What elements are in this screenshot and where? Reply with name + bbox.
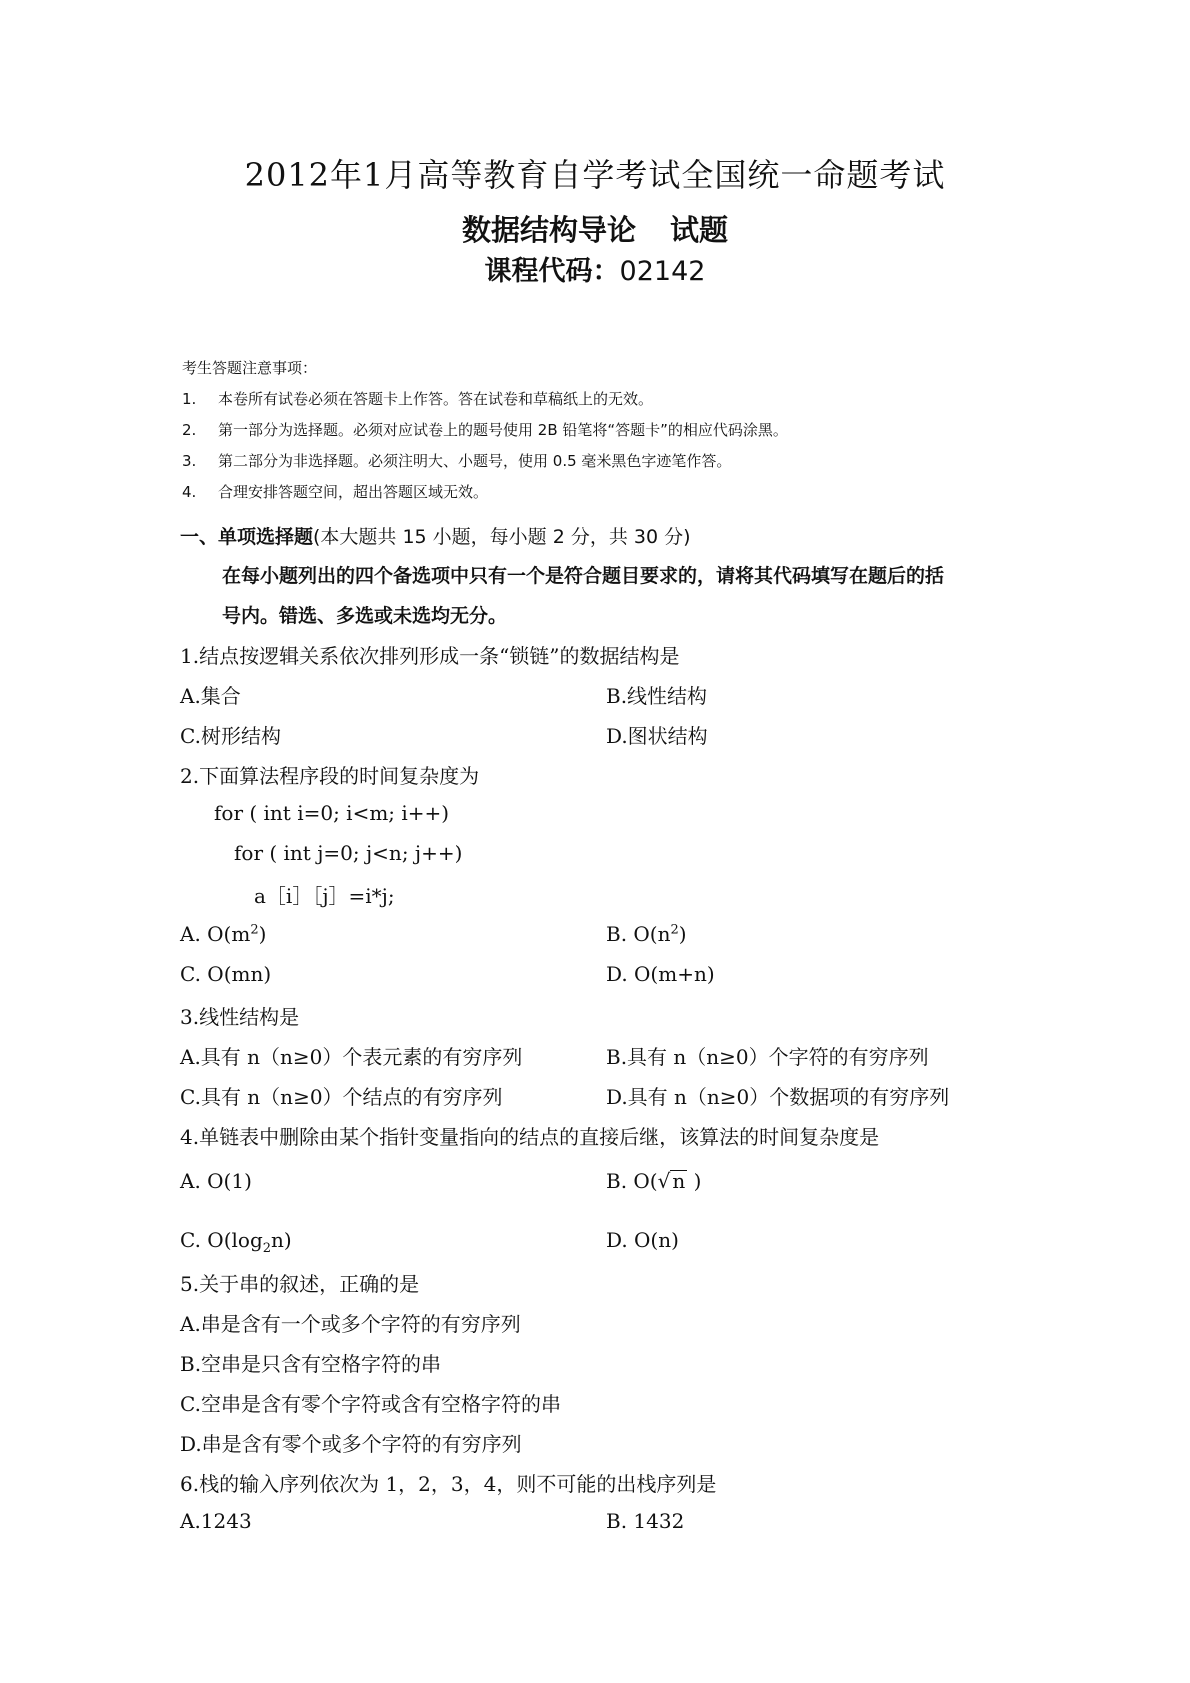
question-3-option-a: A.具有 n（n≥0）个表元素的有穷序列 [180, 1045, 523, 1069]
option-a-close: ) [258, 922, 267, 946]
notice-item [182, 450, 731, 471]
option-b-text: B. O(n [606, 922, 671, 946]
question-1-option-b: B.线性结构 [606, 684, 708, 708]
question-5-option-c: C.空串是含有零个字符或含有空格字符的串 [180, 1392, 561, 1416]
question-2-option-a [180, 922, 266, 946]
question-2-option-d: D. O(m+n) [606, 962, 715, 986]
question-1-stem: 1.结点按逻辑关系依次排列形成一条“锁链”的数据结构是 [180, 644, 680, 668]
course-code-value: 02142 [619, 256, 706, 287]
option-c-text: C. O(log [180, 1228, 263, 1252]
notice-item [182, 388, 653, 409]
code-line-inner-loop: for ( int j=0; j<n; j++) [234, 841, 463, 865]
code-line-outer-loop: for ( int i=0; i<m; i++) [214, 801, 450, 825]
question-5-option-b: B.空串是只含有空格字符的串 [180, 1352, 442, 1376]
notice-text: 第一部分为选择题。必须对应试卷上的题号使用 2B 铅笔将“答题卡”的相应代码涂黑。 [218, 421, 788, 439]
question-5-option-a: A.串是含有一个或多个字符的有穷序列 [180, 1312, 521, 1336]
option-b-text: B. O( [606, 1169, 658, 1193]
subject-title [0, 208, 1190, 249]
notice-text: 第二部分为非选择题。必须注明大、小题号，使用 0.5 毫米黑色字迹笔作答。 [218, 452, 732, 470]
question-3-stem: 3.线性结构是 [180, 1005, 300, 1029]
question-2-option-c: C. O(mn) [180, 962, 272, 986]
course-code [0, 249, 1190, 288]
notice-heading: 考生答题注意事项： [182, 359, 318, 377]
question-1-option-a: A.集合 [180, 684, 241, 708]
option-c-close: n) [271, 1228, 292, 1252]
option-c-log-base: 2 [262, 1241, 272, 1256]
sqrt-symbol: √ [657, 1169, 671, 1193]
option-b-close: ) [678, 922, 687, 946]
section-instructions-line1: 在每小题列出的四个备选项中只有一个是符合题目要求的，请将其代码填写在题后的括 [222, 565, 945, 587]
question-6-stem: 6.栈的输入序列依次为 1，2，3，4，则不可能的出栈序列是 [180, 1472, 717, 1496]
question-3-option-d: D.具有 n（n≥0）个数据项的有穷序列 [606, 1085, 950, 1109]
section-scoring: (本大题共 15 小题，每小题 2 分，共 30 分) [313, 526, 691, 548]
question-3-option-c: C.具有 n（n≥0）个结点的有穷序列 [180, 1085, 503, 1109]
question-6-option-b: B. 1432 [606, 1509, 685, 1533]
question-4-option-d: D. O(n) [606, 1228, 679, 1252]
course-code-label: 课程代码： [484, 256, 620, 287]
option-a-exponent: 2 [250, 922, 259, 938]
option-a-text: A. O(m [180, 922, 251, 946]
sqrt-radicand: n [672, 1169, 686, 1193]
question-1-option-d: D.图状结构 [606, 724, 708, 748]
notice-item [182, 481, 488, 502]
notice-number: 1. [182, 390, 197, 408]
question-2-stem: 2.下面算法程序段的时间复杂度为 [180, 764, 480, 788]
exam-title: 2012年1月高等教育自学考试全国统一命题考试 [244, 156, 946, 194]
question-1-option-c: C.树形结构 [180, 724, 281, 748]
question-6-option-a: A.1243 [180, 1509, 252, 1533]
question-2-option-b [606, 922, 687, 946]
notice-text: 本卷所有试卷必须在答题卡上作答。答在试卷和草稿纸上的无效。 [218, 390, 654, 408]
notice-number: 4. [182, 483, 197, 501]
subject-name: 数据结构导论 [461, 213, 636, 247]
question-4-option-b [606, 1169, 701, 1193]
question-4-option-a: A. O(1) [180, 1169, 252, 1193]
notice-number: 3. [182, 452, 197, 470]
question-5-stem: 5.关于串的叙述，正确的是 [180, 1272, 420, 1296]
notice-text: 合理安排答题空间，超出答题区域无效。 [218, 483, 489, 501]
notice-number: 2. [182, 421, 197, 439]
notice-item [182, 419, 788, 440]
question-3-option-b: B.具有 n（n≥0）个字符的有穷序列 [606, 1045, 929, 1069]
option-b-exponent: 2 [670, 922, 679, 938]
option-b-close: ) [687, 1169, 702, 1193]
section-title: 一、单项选择题 [180, 526, 314, 548]
question-5-option-d: D.串是含有零个或多个字符的有穷序列 [180, 1432, 522, 1456]
section-instructions-line2: 号内。错选、多选或未选均无分。 [222, 605, 508, 627]
section-heading [180, 522, 691, 549]
question-4-option-c [180, 1228, 292, 1256]
subject-suffix: 试题 [670, 213, 729, 247]
code-line-assignment: a［i］［j］=i*j; [254, 884, 395, 908]
question-4-stem: 4.单链表中删除由某个指针变量指向的结点的直接后继，该算法的时间复杂度是 [180, 1125, 880, 1149]
